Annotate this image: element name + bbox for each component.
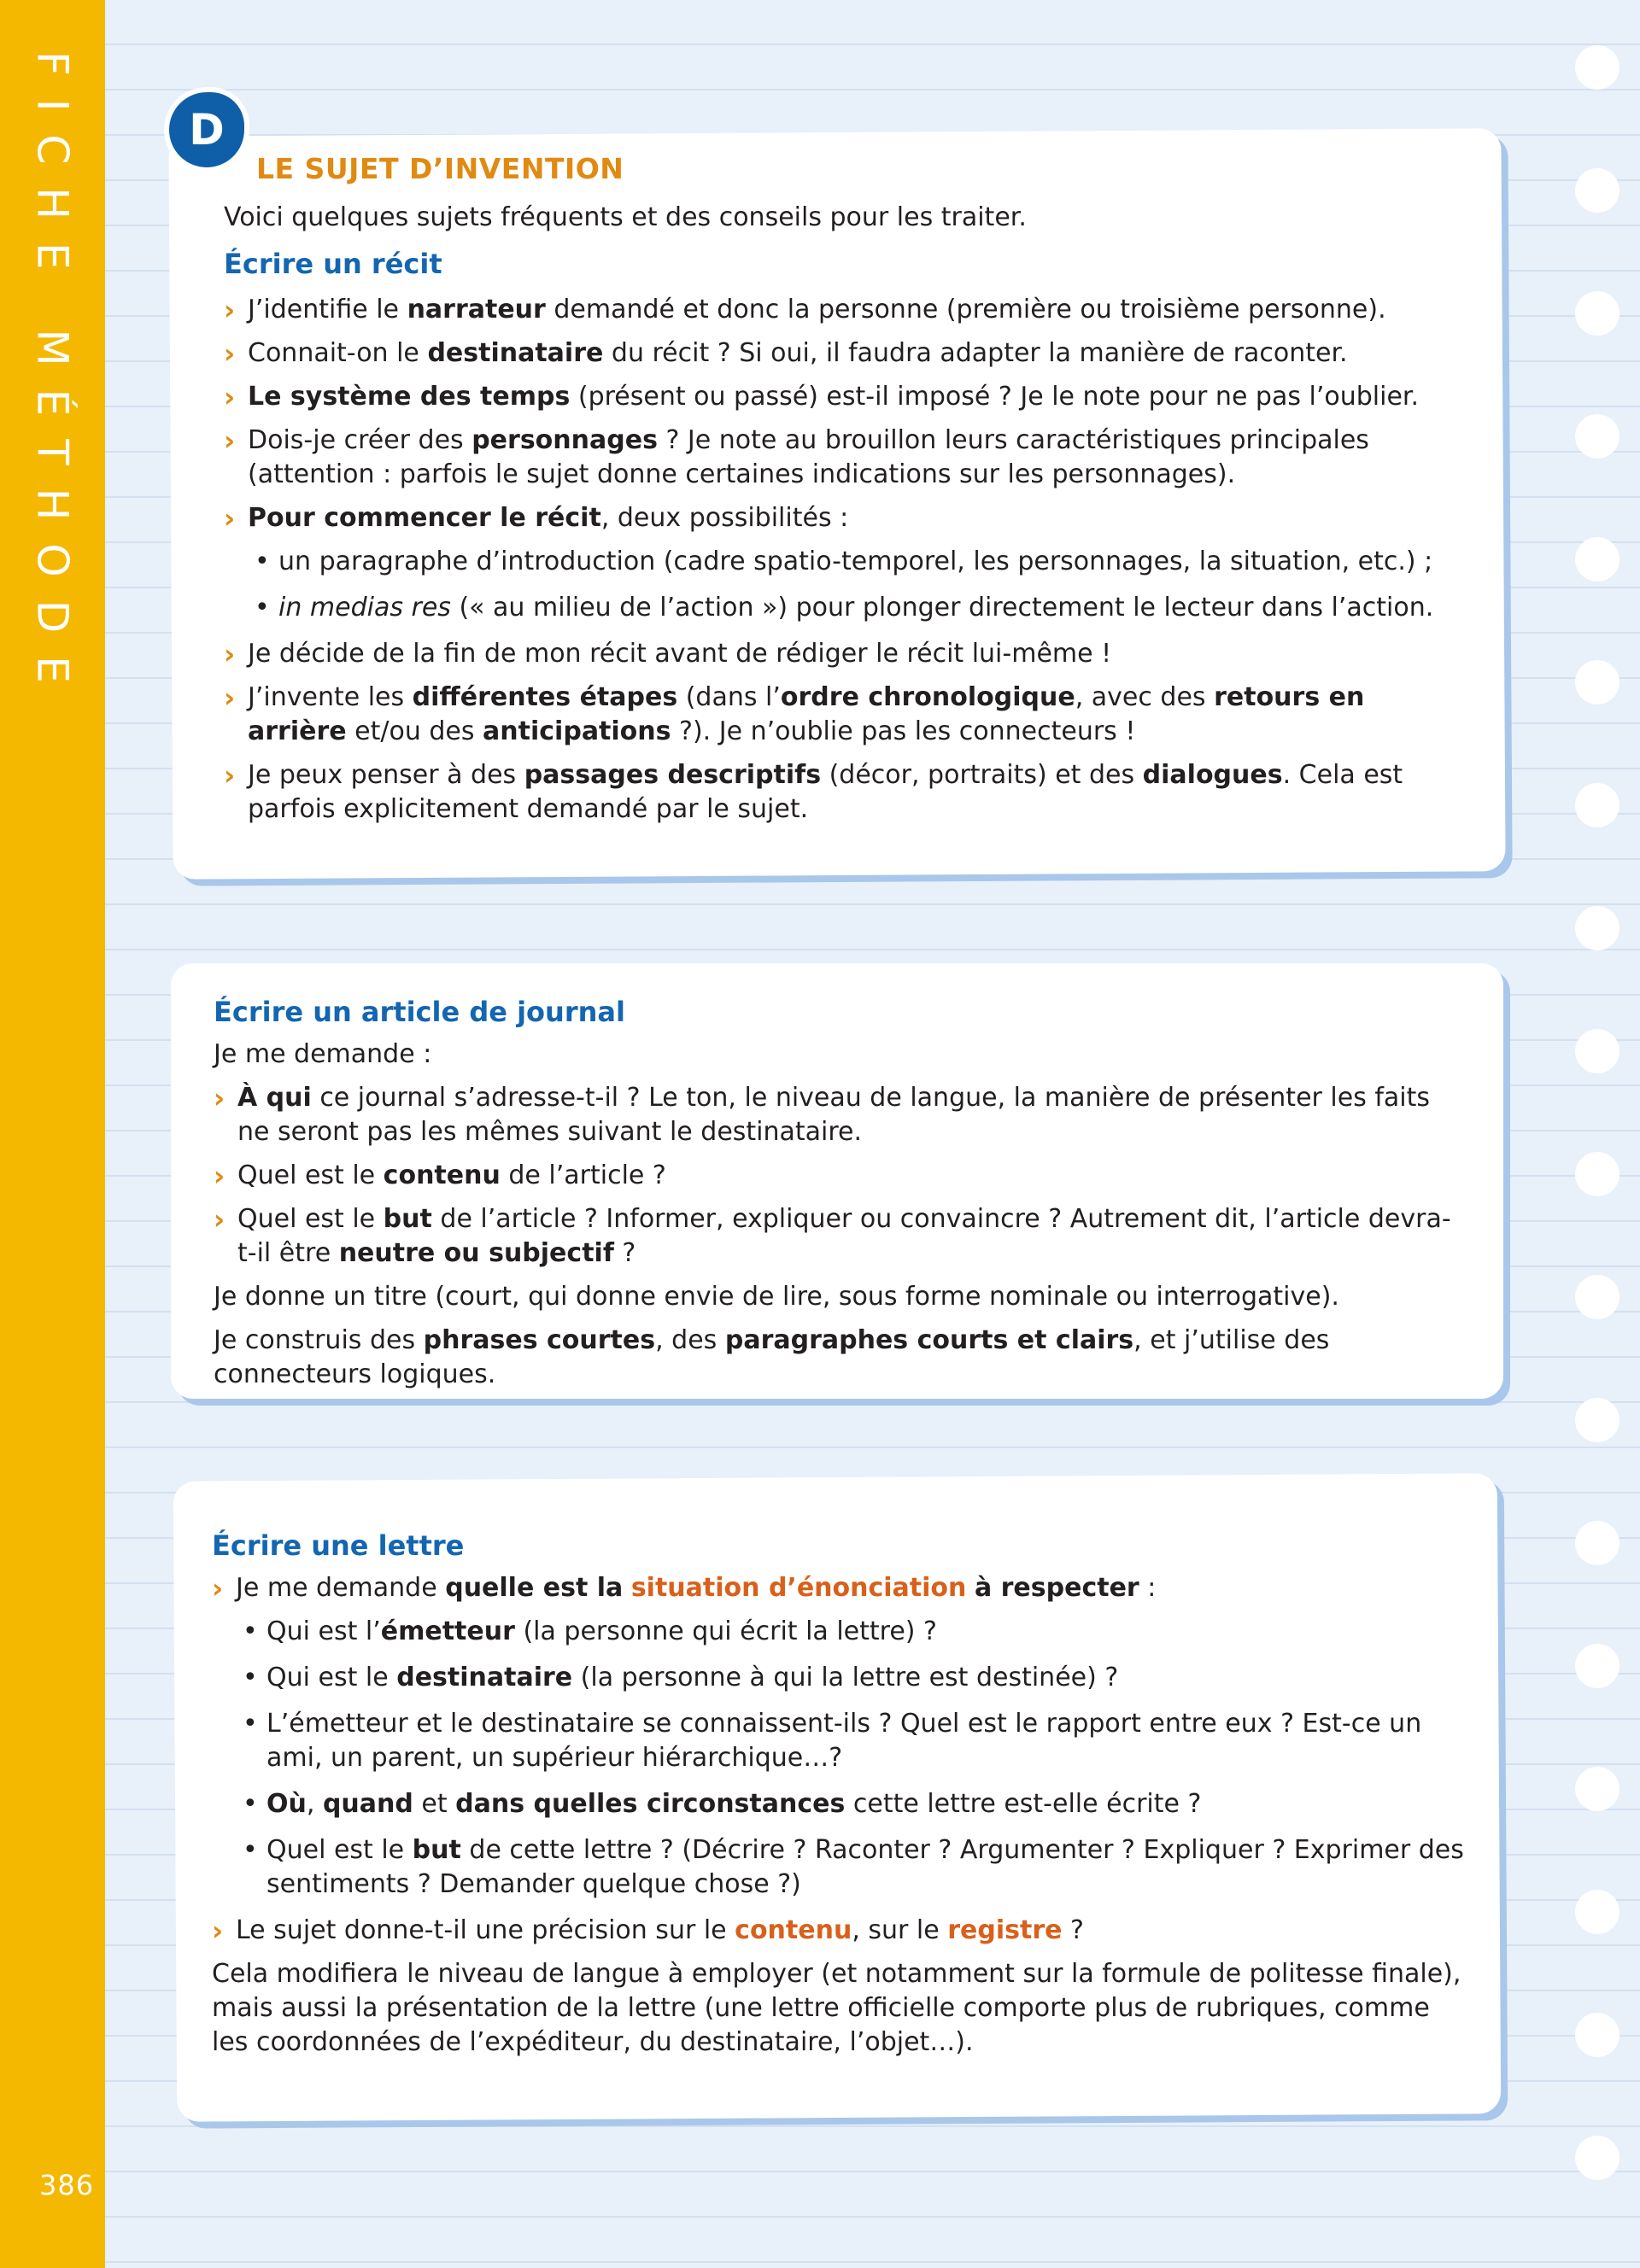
sidebar — [0, 0, 105, 2268]
binder-hole — [1575, 45, 1620, 90]
list-item: › Je peux penser à des passages descriptifs (décor, portraits) et des dialogues. Cela est parfois explicitement demandé par le sujet. — [224, 759, 1403, 824]
chevron-right-icon: › — [212, 1572, 224, 1605]
binder-holes — [1555, 0, 1640, 2268]
bullet-dot-icon: • — [243, 1789, 258, 1819]
list-item: › Je me demande quelle est la situation d’énonciation à respecter : — [212, 1572, 1157, 1605]
binder-hole — [1575, 414, 1620, 459]
sub-list-item: • Qui est l’émetteur (la personne qui écrit la lettre) ? — [212, 1615, 1467, 1649]
sub-list-item: • L’émetteur et le destinataire se connaissent-ils ? Quel est le rapport entre eux ? Est-ce un ami, un parent, un supérieur hiérarchique…? — [243, 1709, 1422, 1773]
binder-hole — [1575, 906, 1620, 950]
card-article-content — [214, 995, 1469, 1401]
list-item: › Je décide de la fin de mon récit avant de rédiger le récit lui-même ! — [224, 638, 1112, 670]
paragraph: Cela modifiera le niveau de langue à employer (et notamment sur la formule de politesse finale), mais aussi la présentation de la lettre (une lettre officielle comporte plus de rubriques, comme les coordonnées de l’expéditeur, du destinataire, l’objet…). — [212, 1959, 1461, 2057]
binder-hole — [1575, 1152, 1620, 1196]
binder-hole — [1575, 1521, 1620, 1565]
binder-hole — [1575, 1767, 1620, 1811]
bullet-dot-icon: • — [255, 593, 270, 623]
chevron-right-icon: › — [224, 424, 236, 457]
page-number: 386 — [39, 2169, 95, 2201]
sub-list-item: • Quel est le but de cette lettre ? (Décrire ? Raconter ? Argumenter ? Expliquer ? Exprimer des sentiments ? Demander quelque chose ?) — [243, 1835, 1464, 1899]
binder-hole — [1575, 783, 1620, 827]
chevron-right-icon: › — [224, 638, 236, 670]
list-item: › J’identifie le narrateur demandé et donc la personne (première ou troisième personne). — [224, 294, 1386, 326]
paragraph: Je donne un titre (court, qui donne envie de lire, sous forme nominale ou interrogative). — [214, 1282, 1339, 1312]
chevron-right-icon: › — [224, 381, 236, 413]
section-title: LE SUJET D’INVENTION — [256, 152, 624, 185]
sub-list-item: • un paragraphe d’introduction (cadre spatio-temporel, les personnages, la situation, etc.) ; — [224, 545, 1471, 579]
list-item: › Le système des temps (présent ou passé) est-il imposé ? Je le note pour ne pas l’oublier. — [224, 381, 1420, 413]
binder-hole — [1575, 1644, 1620, 1688]
binder-hole — [1575, 1398, 1620, 1442]
card-lettre-content — [212, 1529, 1467, 2069]
bullet-dot-icon: • — [243, 1616, 258, 1646]
heading-lettre: Écrire une lettre — [212, 1529, 465, 1562]
binder-hole — [1575, 291, 1620, 336]
intro-text: Je me demande : — [214, 1039, 432, 1069]
list-item: › Quel est le contenu de l’article ? — [214, 1160, 666, 1192]
bullet-dot-icon: • — [243, 1835, 258, 1865]
bullet-dot-icon: • — [243, 1709, 258, 1739]
chevron-right-icon: › — [214, 1082, 226, 1114]
binder-hole — [1575, 537, 1620, 582]
sub-list-item: • in medias res (« au milieu de l’action ») pour plonger directement le lecteur dans l’action. — [224, 591, 1471, 625]
binder-hole — [1575, 660, 1620, 704]
paragraph: Je construis des phrases courtes, des paragraphes courts et clairs, et j’utilise des connecteurs logiques. — [214, 1325, 1330, 1389]
list-item: › À qui ce journal s’adresse-t-il ? Le ton, le niveau de langue, la manière de présenter les faits ne seront pas les mêmes suivant le destinataire. — [214, 1082, 1431, 1147]
binder-hole — [1575, 2136, 1620, 2180]
bullet-dot-icon: • — [255, 547, 270, 576]
list-item: › Le sujet donne-t-il une précision sur le contenu, sur le registre ? — [212, 1914, 1084, 1947]
sub-list-item: • Où, quand et dans quelles circonstances cette lettre est-elle écrite ? — [212, 1787, 1467, 1821]
chevron-right-icon: › — [224, 294, 236, 326]
list-item: › Pour commencer le récit, deux possibilités : — [224, 502, 849, 535]
list-item: › Connait-on le destinataire du récit ? Si oui, il faudra adapter la manière de raconter. — [224, 337, 1348, 370]
binder-hole — [1575, 1029, 1620, 1073]
chevron-right-icon: › — [212, 1914, 224, 1947]
bullet-dot-icon: • — [243, 1663, 258, 1692]
chevron-right-icon: › — [214, 1203, 226, 1236]
sidebar-label: FICHE MÉTHODE — [27, 51, 78, 706]
binder-hole — [1575, 1890, 1620, 1934]
binder-hole — [1575, 2013, 1620, 2057]
intro-text: Voici quelques sujets fréquents et des conseils pour les traiter. — [224, 202, 1027, 232]
heading-article: Écrire un article de journal — [214, 996, 625, 1028]
chevron-right-icon: › — [224, 681, 236, 714]
list-item: › Quel est le but de l’article ? Informer, expliquer ou convaincre ? Autrement dit, l’article devra-t-il être neutre ou subjectif ? — [214, 1203, 1451, 1268]
chevron-right-icon: › — [224, 337, 236, 370]
section-badge: D — [164, 87, 249, 172]
sub-list-item: • Qui est le destinataire (la personne à qui la lettre est destinée) ? — [212, 1661, 1467, 1695]
list-item: › J’invente les différentes étapes (dans l’ordre chronologique, avec des retours en arrière et/ou des anticipations ?). Je n’oublie pas les connecteurs ! — [224, 681, 1365, 746]
list-item: › Dois-je créer des personnages ? Je note au brouillon leurs caractéristiques principales (attention : parfois le sujet donne certaines indications sur les personnages). — [224, 424, 1369, 489]
chevron-right-icon: › — [214, 1160, 226, 1192]
card-recit-content — [224, 201, 1471, 836]
chevron-right-icon: › — [224, 502, 236, 535]
binder-hole — [1575, 168, 1620, 213]
binder-hole — [1575, 1275, 1620, 1319]
heading-recit: Écrire un récit — [224, 248, 442, 280]
chevron-right-icon: › — [224, 759, 236, 792]
